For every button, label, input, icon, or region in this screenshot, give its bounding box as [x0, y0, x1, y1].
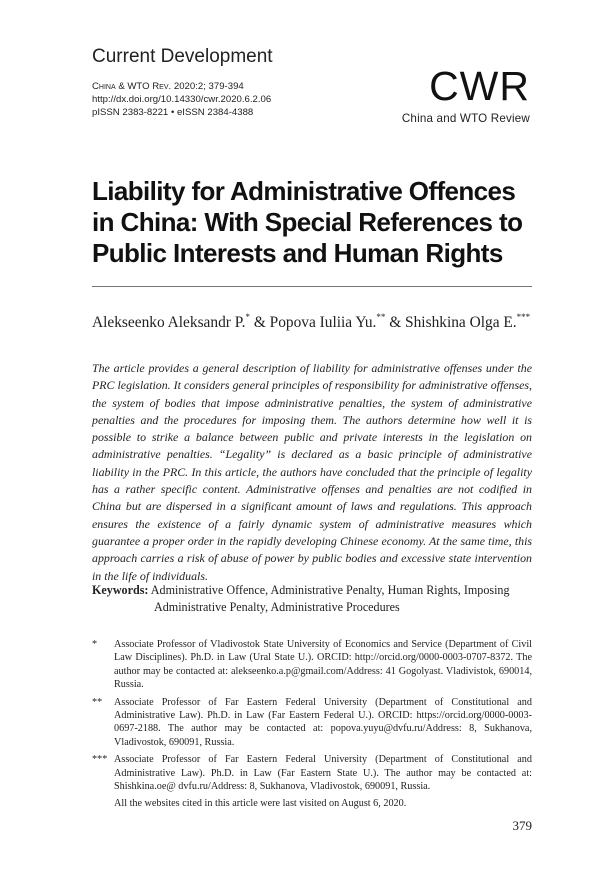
article-title [92, 176, 532, 269]
keywords-label: Keywords: [92, 583, 149, 597]
footnote-text: Associate Professor of Far Eastern Federal University (Department of Constitutional and Administrative Law). Ph.D. in Law (Far Eastern Federal U.). ORCID: https://orcid.org/0000-0003-0697-2188. The author may be contacted at: popova.yuyu@dvfu.ru/Address: 8, Sukhanova, Vladivostok, 690091, Russia. [114, 696, 532, 748]
title-line: Public Interests and Human Rights [92, 238, 503, 268]
footnote [92, 753, 532, 793]
author-name: Shishkina Olga E. [405, 314, 517, 331]
footnote-mark: * [92, 639, 98, 650]
footnote-mark: *** [92, 754, 108, 766]
title-divider [92, 286, 532, 287]
footnote-text: Associate Professor of Vladivostok State University of Economics and Service (Department of Civil Law Disciplines). Ph.D. in Law (Ural State U.). ORCID: http://orcid.org/0000-0003-0707-8372. The author may be contacted at: alekseenko.a.p@gmail.com/Address: 41 Gogolyast. Vladivistok, 690014, Russia. [114, 639, 532, 691]
journal-abbrev: China & WTO Rev. [92, 81, 172, 92]
footnotes [92, 638, 532, 811]
citation-block [92, 80, 271, 119]
author-name: Popova Iuliia Yu. [269, 314, 377, 331]
keywords-text: Administrative Offence, Administrative Penalty, Human Rights, Imposing [150, 583, 510, 597]
journal-logo [388, 63, 530, 125]
abstract: The article provides a general description of liability for administrative offenses under the PRC legislation. It considers general principles of responsibility for administrative offenses, the system of bodies that impose administrative penalties, the system of administrative penalties and the procedures for imposing them. The authors determine how well it is possible to strike a balance between public and private interests in the legislation on administrative penalties. “Legality” is declared as a basic principle of administrative liability in the PRC. In this article, the authors have concluded that the principle of legality has a rather specific content. Administrative offenses and penalties are not codified in China but are dispersed in a significant amount of laws and regulations. This approach ensures the existence of a fairly dynamic system of administrative measures which guarantee a proper order in the rapidly developing Chinese economy. At the same time, this approach carries a risk of abuse of power by public bodies and excessive state intervention in the life of individuals. [92, 361, 532, 583]
author-name: Alekseenko Aleksandr P. [92, 314, 246, 331]
author-list [92, 312, 532, 332]
issn-line: pISSN 2383-8221 • eISSN 2384-4388 [92, 107, 254, 118]
author-footnote-mark[interactable]: ** [376, 312, 386, 322]
footnote-mark: ** [92, 696, 103, 708]
title-line: Liability for Administrative Offences [92, 176, 516, 206]
footnote [92, 638, 532, 692]
websites-note: All the websites cited in this article were last visited on August 6, 2020. [114, 798, 407, 810]
author-separator: & [249, 314, 270, 331]
title-line: in China: With Special References to [92, 207, 523, 237]
logo-mark: CWR [429, 63, 530, 109]
doi-link[interactable]: http://dx.doi.org/10.14330/cwr.2020.6.2.06 [92, 94, 272, 105]
citation-volume: 2020:2; 379-394 [171, 81, 244, 92]
author-footnote-mark[interactable]: * [245, 312, 250, 322]
author-separator: & [385, 314, 406, 331]
section-label: Current Development [92, 46, 273, 67]
footnote [92, 696, 532, 750]
logo-subtitle: China and WTO Review [401, 112, 530, 125]
page-number: 379 [512, 818, 532, 833]
keywords [92, 582, 532, 616]
citation-line [92, 80, 271, 93]
footnote-text: Associate Professor of Far Eastern Federal University (Department of Constitutional and Administrative Law). Ph.D. in Law (Far Eastern State U.). The author may be contacted at: Shishkina.oe@ dvfu.ru/Address: 8, Sukhanova, Vladivostok, 690091, Russia. [114, 754, 532, 793]
author-footnote-mark[interactable]: *** [516, 312, 531, 322]
keywords-text: Administrative Penalty, Administrative Procedures [154, 600, 400, 614]
